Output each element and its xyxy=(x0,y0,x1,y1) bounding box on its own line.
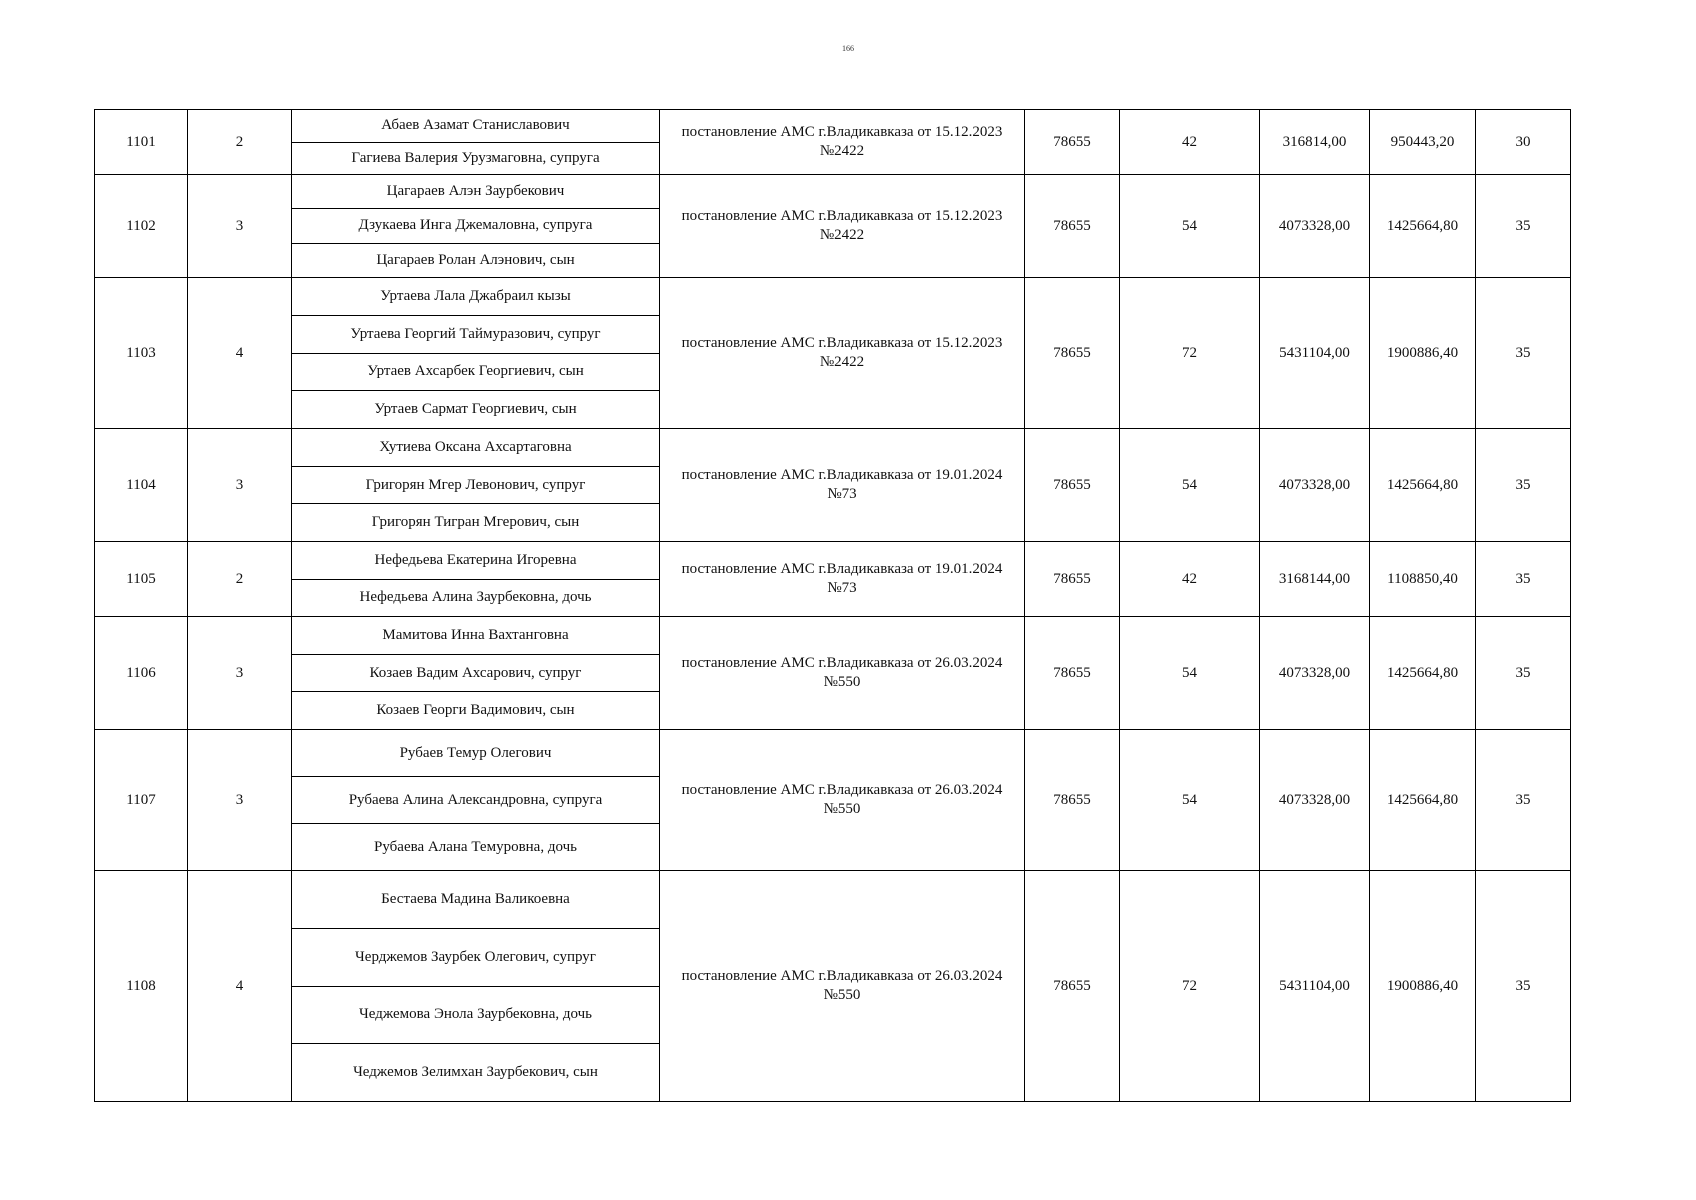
percent-cell: 30 xyxy=(1476,110,1571,175)
area-cell: 54 xyxy=(1120,429,1260,542)
decree-text: постановление АМС г.Владикавказа от 15.12.2023 xyxy=(681,335,1003,351)
family-member: Черджемов Заурбек Олегович, супруг xyxy=(292,928,659,986)
table-row xyxy=(95,871,1571,1102)
table-row xyxy=(95,542,1571,617)
family-members-cell xyxy=(292,542,660,617)
price-per-sqm-cell: 78655 xyxy=(1025,278,1120,429)
table-row xyxy=(95,617,1571,730)
decree-number: №550 xyxy=(823,801,861,817)
area-cell: 42 xyxy=(1120,110,1260,175)
table-row xyxy=(95,429,1571,542)
family-size-cell: 2 xyxy=(188,110,292,175)
decree-cell xyxy=(660,110,1025,175)
family-member: Чеджемов Зелимхан Заурбекович, сын xyxy=(292,1043,659,1101)
family-member: Рубаев Темур Олегович xyxy=(399,744,552,761)
decree-number: №2422 xyxy=(819,354,865,370)
row-number-cell: 1107 xyxy=(95,730,188,871)
subsidy-cell: 1900886,40 xyxy=(1370,278,1476,429)
row-number-cell: 1108 xyxy=(95,871,188,1102)
family-member: Григорян Тигран Мгерович, сын xyxy=(292,503,659,541)
family-size-cell: 4 xyxy=(188,278,292,429)
table-row xyxy=(95,175,1571,278)
family-member: Уртаев Сармат Георгиевич, сын xyxy=(292,390,659,428)
family-members-list xyxy=(292,429,659,541)
family-member: Бестаева Мадина Валикоевна xyxy=(381,890,570,907)
family-members-cell xyxy=(292,278,660,429)
family-member: Козаев Вадим Ахсарович, супруг xyxy=(292,654,659,692)
price-per-sqm-cell: 78655 xyxy=(1025,730,1120,871)
family-member: Дзукаева Инга Джемаловна, супруга xyxy=(292,208,659,242)
price-per-sqm-cell: 78655 xyxy=(1025,617,1120,730)
family-member: Абаев Азамат Станиславович xyxy=(381,117,570,134)
decree-cell xyxy=(660,175,1025,278)
decree-text: постановление АМС г.Владикавказа от 15.12.2023 xyxy=(681,124,1003,140)
decree-text: постановление АМС г.Владикавказа от 26.03.2024 xyxy=(681,782,1003,798)
total-cost-cell: 4073328,00 xyxy=(1260,730,1370,871)
percent-cell: 35 xyxy=(1476,871,1571,1102)
decree-cell xyxy=(660,542,1025,617)
area-cell: 54 xyxy=(1120,175,1260,278)
family-size-cell: 4 xyxy=(188,871,292,1102)
decree-number: №73 xyxy=(827,486,857,502)
row-number-cell: 1101 xyxy=(95,110,188,175)
decree-text: постановление АМС г.Владикавказа от 26.03.2024 xyxy=(681,968,1003,984)
area-cell: 42 xyxy=(1120,542,1260,617)
family-member: Рубаева Алина Александровна, супруга xyxy=(292,776,659,823)
row-number-cell: 1105 xyxy=(95,542,188,617)
price-per-sqm-cell: 78655 xyxy=(1025,542,1120,617)
subsidy-cell: 1108850,40 xyxy=(1370,542,1476,617)
family-members-cell xyxy=(292,617,660,730)
family-member: Уртаева Георгий Таймуразович, супруг xyxy=(292,315,659,353)
row-number-cell: 1103 xyxy=(95,278,188,429)
subsidy-cell: 1425664,80 xyxy=(1370,429,1476,542)
decree-number: №550 xyxy=(823,987,861,1003)
total-cost-cell: 316814,00 xyxy=(1260,110,1370,175)
family-member: Козаев Георги Вадимович, сын xyxy=(292,691,659,729)
decree-number: №550 xyxy=(823,674,861,690)
percent-cell: 35 xyxy=(1476,278,1571,429)
subsidy-cell: 1425664,80 xyxy=(1370,617,1476,730)
percent-cell: 35 xyxy=(1476,175,1571,278)
price-per-sqm-cell: 78655 xyxy=(1025,110,1120,175)
decree-number: №73 xyxy=(827,580,857,596)
percent-cell: 35 xyxy=(1476,730,1571,871)
family-member: Уртаева Лала Джабраил кызы xyxy=(380,287,571,304)
decree-cell xyxy=(660,617,1025,730)
total-cost-cell: 3168144,00 xyxy=(1260,542,1370,617)
decree-cell xyxy=(660,429,1025,542)
family-members-cell xyxy=(292,871,660,1102)
family-members-list xyxy=(292,617,659,729)
family-member: Мамитова Инна Вахтанговна xyxy=(382,626,569,643)
price-per-sqm-cell: 78655 xyxy=(1025,871,1120,1102)
table-row xyxy=(95,730,1571,871)
row-number-cell: 1102 xyxy=(95,175,188,278)
family-size-cell: 3 xyxy=(188,429,292,542)
decree-cell xyxy=(660,278,1025,429)
family-size-cell: 2 xyxy=(188,542,292,617)
family-members-list xyxy=(292,730,659,870)
family-size-cell: 3 xyxy=(188,730,292,871)
price-per-sqm-cell: 78655 xyxy=(1025,429,1120,542)
decree-number: №2422 xyxy=(819,143,865,159)
table-body xyxy=(95,110,1571,1102)
total-cost-cell: 4073328,00 xyxy=(1260,429,1370,542)
decree-text: постановление АМС г.Владикавказа от 19.01.2024 xyxy=(681,561,1003,577)
area-cell: 72 xyxy=(1120,278,1260,429)
subsidy-cell: 1425664,80 xyxy=(1370,175,1476,278)
family-members-cell xyxy=(292,429,660,542)
area-cell: 54 xyxy=(1120,617,1260,730)
decree-cell xyxy=(660,871,1025,1102)
page-number: 166 xyxy=(842,44,854,53)
percent-cell: 35 xyxy=(1476,617,1571,730)
family-member: Рубаева Алана Темуровна, дочь xyxy=(292,823,659,870)
family-members-list xyxy=(292,175,659,277)
family-member: Цагараев Ролан Алэнович, сын xyxy=(292,243,659,277)
family-size-cell: 3 xyxy=(188,175,292,278)
decree-text: постановление АМС г.Владикавказа от 19.01.2024 xyxy=(681,467,1003,483)
family-member: Нефедьева Алина Заурбековна, дочь xyxy=(292,579,659,617)
percent-cell: 35 xyxy=(1476,542,1571,617)
family-members-cell xyxy=(292,175,660,278)
total-cost-cell: 4073328,00 xyxy=(1260,175,1370,278)
price-per-sqm-cell: 78655 xyxy=(1025,175,1120,278)
percent-cell: 35 xyxy=(1476,429,1571,542)
total-cost-cell: 5431104,00 xyxy=(1260,871,1370,1102)
family-members-list xyxy=(292,542,659,616)
subsidy-cell: 1900886,40 xyxy=(1370,871,1476,1102)
table-row xyxy=(95,110,1571,175)
family-size-cell: 3 xyxy=(188,617,292,730)
decree-cell xyxy=(660,730,1025,871)
area-cell: 54 xyxy=(1120,730,1260,871)
registry-table xyxy=(94,109,1571,1102)
family-member: Гагиева Валерия Урузмаговна, супруга xyxy=(292,142,659,175)
row-number-cell: 1104 xyxy=(95,429,188,542)
family-member: Уртаев Ахсарбек Георгиевич, сын xyxy=(292,353,659,391)
family-member: Григорян Мгер Левонович, супруг xyxy=(292,466,659,504)
decree-text: постановление АМС г.Владикавказа от 26.03.2024 xyxy=(681,655,1003,671)
decree-text: постановление АМС г.Владикавказа от 15.12.2023 xyxy=(681,208,1003,224)
area-cell: 72 xyxy=(1120,871,1260,1102)
family-members-cell xyxy=(292,110,660,175)
subsidy-cell: 950443,20 xyxy=(1370,110,1476,175)
decree-number: №2422 xyxy=(819,227,865,243)
family-members-cell xyxy=(292,730,660,871)
family-member: Чеджемова Энола Заурбековна, дочь xyxy=(292,986,659,1044)
total-cost-cell: 4073328,00 xyxy=(1260,617,1370,730)
family-members-list xyxy=(292,110,659,174)
family-member: Нефедьева Екатерина Игоревна xyxy=(374,551,577,568)
row-number-cell: 1106 xyxy=(95,617,188,730)
family-members-list xyxy=(292,278,659,428)
family-member: Хутиева Оксана Ахсартаговна xyxy=(379,438,572,455)
table-row xyxy=(95,278,1571,429)
total-cost-cell: 5431104,00 xyxy=(1260,278,1370,429)
family-members-list xyxy=(292,871,659,1101)
subsidy-cell: 1425664,80 xyxy=(1370,730,1476,871)
family-member: Цагараев Алэн Заурбекович xyxy=(386,183,565,200)
